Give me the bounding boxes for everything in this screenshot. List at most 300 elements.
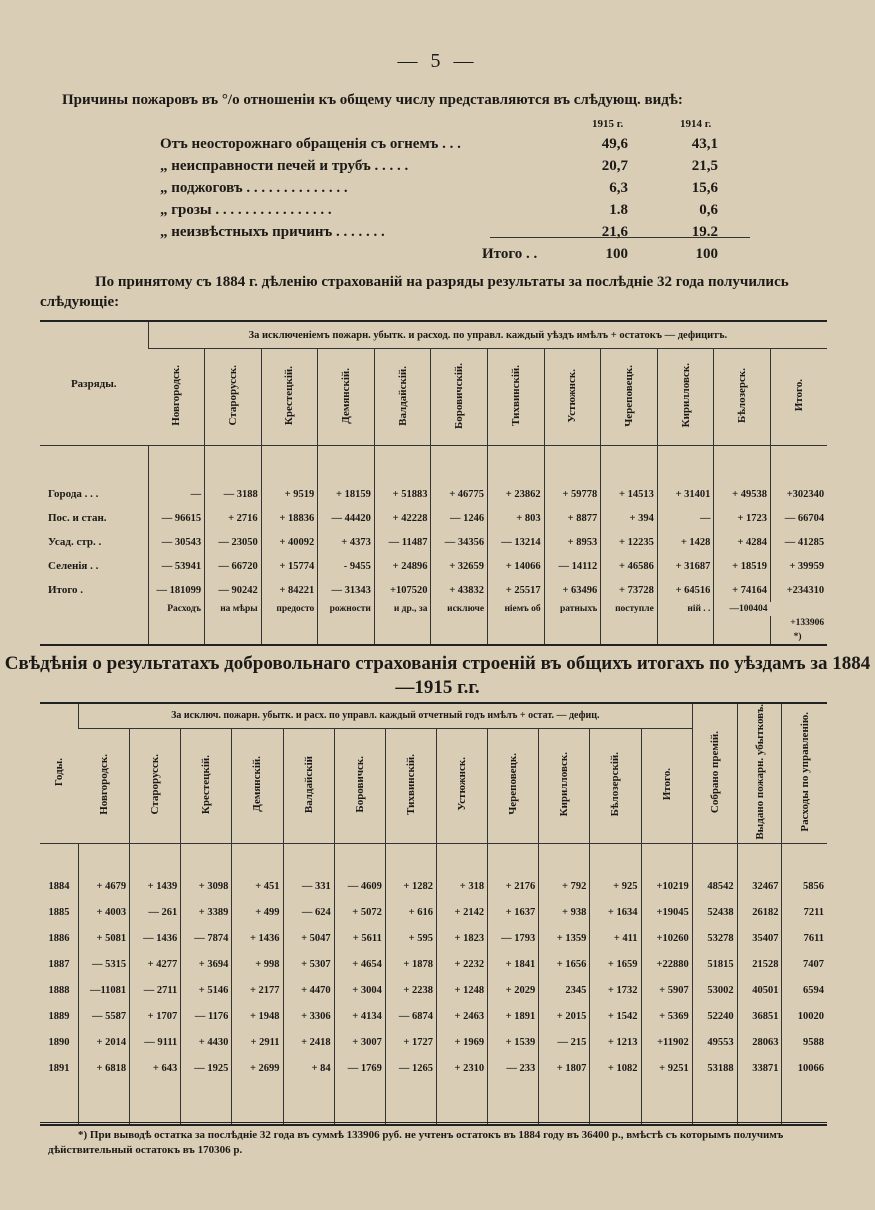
- cause-value-1915: 6,3: [609, 180, 628, 196]
- empty-cell: [261, 616, 318, 630]
- table-row: [40, 482, 827, 506]
- spacer-cell: [232, 1082, 283, 1125]
- col-admin-expenses: Расходы по управленію.: [782, 703, 827, 843]
- cause-label: „ неизвѣстныхъ причинъ . . . . . . .: [160, 224, 385, 240]
- cause-value-1914: 43,1: [691, 136, 718, 152]
- table-cell: + 1656: [539, 952, 590, 978]
- cause-label: „ неисправности печей и трубъ . . . . .: [160, 158, 409, 174]
- row-label: Селенія . .: [48, 560, 99, 572]
- column-header: Устюжнск.: [544, 349, 601, 446]
- table-cell: 28063: [737, 1030, 782, 1056]
- table-cell: - 9455: [318, 554, 375, 578]
- table-cell: — 41285: [771, 530, 828, 554]
- table2-note: За исключ. пожарн. убытк. и расх. по управл. каждый отчетный годъ имѣлъ + остат. — дефиц.: [78, 703, 692, 728]
- table-row: [40, 1030, 827, 1056]
- table-cell: —: [148, 482, 205, 506]
- spacer-cell: [431, 446, 488, 483]
- table-cell: + 616: [385, 900, 436, 926]
- table-cell: 40501: [737, 978, 782, 1004]
- table-cell: +11902: [641, 1030, 692, 1056]
- table-cell: — 2711: [130, 978, 181, 1004]
- empty-cell: [261, 630, 318, 645]
- year-cell: 1891: [48, 1063, 70, 1075]
- table-cell: — 1769: [334, 1056, 385, 1082]
- table-cell: — 53941: [148, 554, 205, 578]
- table-cell: 6594: [782, 978, 827, 1004]
- table-cell: + 1637: [488, 900, 539, 926]
- empty-cell: [601, 630, 658, 645]
- table-cell: — 34356: [431, 530, 488, 554]
- table-cell: + 2029: [488, 978, 539, 1004]
- table-row: [40, 926, 827, 952]
- table-cell: + 5369: [641, 1004, 692, 1030]
- empty-cell: [40, 602, 148, 616]
- column-header: Череповецк.: [488, 728, 539, 843]
- table-cell: +22880: [641, 952, 692, 978]
- empty-cell: [544, 616, 601, 630]
- expenses-note-row: [40, 602, 827, 616]
- table-cell: — 1793: [488, 926, 539, 952]
- table-cell: + 64516: [657, 578, 714, 602]
- years-table: [40, 702, 827, 1126]
- column-header: Демянскій.: [232, 728, 283, 843]
- empty-cell: [374, 616, 431, 630]
- table-cell: 7407: [782, 952, 827, 978]
- table-cell: + 32659: [431, 554, 488, 578]
- table-cell: + 1969: [436, 1030, 487, 1056]
- empty-cell: [657, 630, 714, 645]
- table-cell: + 1878: [385, 952, 436, 978]
- table-cell: — 233: [488, 1056, 539, 1082]
- table-cell: — 31343: [318, 578, 375, 602]
- expenses-note-cell: на мѣры: [205, 602, 262, 616]
- footnote-mark: *): [771, 630, 828, 645]
- table-cell: + 9519: [261, 482, 318, 506]
- table-row: [40, 952, 827, 978]
- cause-value-1914: 15,6: [691, 180, 718, 196]
- empty-cell: [488, 616, 545, 630]
- empty-cell: [318, 616, 375, 630]
- table-cell: — 11487: [374, 530, 431, 554]
- table-cell: + 46775: [431, 482, 488, 506]
- total-1915: 100: [605, 246, 628, 262]
- spacer-cell: [782, 843, 827, 874]
- table-cell: 2345: [539, 978, 590, 1004]
- column-header: Итого.: [641, 728, 692, 843]
- spacer-row: [40, 446, 827, 483]
- table-cell: 7611: [782, 926, 827, 952]
- table-cell: + 24896: [374, 554, 431, 578]
- year-cell: 1886: [48, 933, 70, 945]
- table-cell: 21528: [737, 952, 782, 978]
- table-cell: + 1282: [385, 874, 436, 900]
- spacer-row: [40, 843, 827, 874]
- table-cell: 7211: [782, 900, 827, 926]
- spacer-cell: [334, 1082, 385, 1125]
- table-cell: — 96615: [148, 506, 205, 530]
- column-header: Бѣлозерскій.: [590, 728, 641, 843]
- table-cell: + 1248: [436, 978, 487, 1004]
- cause-label: „ поджоговъ . . . . . . . . . . . . . .: [160, 180, 348, 196]
- row-label: Пос. и стан.: [48, 512, 107, 524]
- expenses-note-cell: и др., за: [374, 602, 431, 616]
- table-cell: + 5072: [334, 900, 385, 926]
- table-cell: + 2177: [232, 978, 283, 1004]
- spacer-cell: [544, 446, 601, 483]
- table-cell: — 181099: [148, 578, 205, 602]
- table-cell: + 803: [488, 506, 545, 530]
- causes-sum-rule: [490, 237, 750, 238]
- table-cell: + 59778: [544, 482, 601, 506]
- column-header: Кирилловск.: [657, 349, 714, 446]
- spacer-cell: [488, 1082, 539, 1125]
- table-cell: 53278: [692, 926, 737, 952]
- column-header: Боровичскій.: [431, 349, 488, 446]
- table-cell: + 5611: [334, 926, 385, 952]
- col-premiums-collected: Собрано премій.: [692, 703, 737, 843]
- table-cell: + 2463: [436, 1004, 487, 1030]
- table-row: [40, 874, 827, 900]
- cause-value-1914: 21,5: [691, 158, 718, 174]
- empty-cell: [431, 616, 488, 630]
- extra-total-row: [40, 616, 827, 630]
- table-cell: 26182: [737, 900, 782, 926]
- year-cell: 1887: [48, 959, 70, 971]
- table-cell: — 3188: [205, 482, 262, 506]
- table-cell: + 595: [385, 926, 436, 952]
- table-cell: 52240: [692, 1004, 737, 1030]
- table-cell: — 66720: [205, 554, 262, 578]
- spacer-cell: [78, 843, 129, 874]
- table-cell: + 1807: [539, 1056, 590, 1082]
- table-cell: + 451: [232, 874, 283, 900]
- table-cell: + 4654: [334, 952, 385, 978]
- table-cell: + 2310: [436, 1056, 487, 1082]
- table-cell: + 2911: [232, 1030, 283, 1056]
- table-cell: + 2014: [78, 1030, 129, 1056]
- empty-cell: [40, 630, 148, 645]
- column-header: Валдайскій.: [374, 349, 431, 446]
- table-cell: 53188: [692, 1056, 737, 1082]
- table-cell: + 1891: [488, 1004, 539, 1030]
- table-cell: + 2142: [436, 900, 487, 926]
- cause-value-1914: 0,6: [699, 202, 718, 218]
- table-row: [40, 530, 827, 554]
- table-cell: + 3306: [283, 1004, 334, 1030]
- table-cell: — 44420: [318, 506, 375, 530]
- table-cell: + 9251: [641, 1056, 692, 1082]
- table-cell: + 14066: [488, 554, 545, 578]
- table-cell: + 643: [130, 1056, 181, 1082]
- categories-table: [40, 320, 827, 646]
- table-cell: + 998: [232, 952, 283, 978]
- table-cell: + 2699: [232, 1056, 283, 1082]
- table-cell: + 4373: [318, 530, 375, 554]
- table-cell: + 318: [436, 874, 487, 900]
- empty-cell: [657, 616, 714, 630]
- table-cell: + 43832: [431, 578, 488, 602]
- table-cell: + 1082: [590, 1056, 641, 1082]
- table-cell: + 31401: [657, 482, 714, 506]
- cause-value-1914: 19.2: [691, 224, 718, 240]
- categories-paragraph: По принятому съ 1884 г. дѣленію страхованій на разряды результаты за послѣдніе 32 года получились слѣдующіе:: [40, 274, 789, 310]
- table-cell: + 1539: [488, 1030, 539, 1056]
- spacer-cell: [261, 446, 318, 483]
- table-cell: — 30543: [148, 530, 205, 554]
- table-cell: + 46586: [601, 554, 658, 578]
- table-cell: + 4679: [78, 874, 129, 900]
- year-cell: 1888: [48, 985, 70, 997]
- page-number: — 5 —: [397, 50, 478, 72]
- spacer-cell: [601, 446, 658, 483]
- table-cell: 52438: [692, 900, 737, 926]
- empty-cell: [544, 630, 601, 645]
- table-cell: 5856: [782, 874, 827, 900]
- table-cell: —: [657, 506, 714, 530]
- column-header: Бѣлозерск.: [714, 349, 771, 446]
- table-cell: + 2418: [283, 1030, 334, 1056]
- table-cell: + 5146: [181, 978, 232, 1004]
- table-row: [40, 554, 827, 578]
- spacer-cell: [181, 843, 232, 874]
- table-cell: + 4430: [181, 1030, 232, 1056]
- empty-cell: [148, 616, 205, 630]
- table-cell: — 7874: [181, 926, 232, 952]
- column-header: Старорусск.: [130, 728, 181, 843]
- table-cell: + 1634: [590, 900, 641, 926]
- spacer-cell: [782, 1082, 827, 1125]
- column-header: Новгородск.: [78, 728, 129, 843]
- table-cell: + 74164: [714, 578, 771, 602]
- extra-total-cell: +133906: [771, 616, 828, 630]
- table-cell: 9588: [782, 1030, 827, 1056]
- spacer-cell: [436, 1082, 487, 1125]
- spacer-cell: [436, 843, 487, 874]
- cause-row: [160, 224, 760, 246]
- empty-cell: [374, 630, 431, 645]
- spacer-cell: [283, 1082, 334, 1125]
- table-cell: — 23050: [205, 530, 262, 554]
- years-header: Годы.: [40, 703, 78, 843]
- table-cell: + 18159: [318, 482, 375, 506]
- table-cell: + 51883: [374, 482, 431, 506]
- table-cell: + 938: [539, 900, 590, 926]
- table-cell: + 15774: [261, 554, 318, 578]
- table-cell: + 792: [539, 874, 590, 900]
- total-1914: 100: [695, 246, 718, 262]
- table-cell: + 2176: [488, 874, 539, 900]
- table-cell: 32467: [737, 874, 782, 900]
- expenses-note-cell: Расходъ: [148, 602, 205, 616]
- spacer-cell: [737, 1082, 782, 1125]
- spacer-cell: [181, 1082, 232, 1125]
- column-header: Итого.: [771, 349, 828, 446]
- table-cell: — 9111: [130, 1030, 181, 1056]
- spacer-cell: [205, 446, 262, 483]
- table-cell: + 3098: [181, 874, 232, 900]
- table-cell: — 1246: [431, 506, 488, 530]
- table-cell: — 331: [283, 874, 334, 900]
- causes-table: [160, 118, 760, 268]
- spacer-cell: [130, 1082, 181, 1125]
- intro-text: Причины пожаровъ въ °/о отношенiи къ общему числу представляются въ слѣдующ. видѣ:: [62, 92, 683, 108]
- table-cell: +234310: [771, 578, 828, 602]
- expenses-note-cell: рожности: [318, 602, 375, 616]
- spacer-cell: [737, 843, 782, 874]
- row-label: Усад. стр. .: [48, 536, 102, 548]
- empty-cell: [431, 630, 488, 645]
- table-cell: + 3389: [181, 900, 232, 926]
- table-cell: + 6818: [78, 1056, 129, 1082]
- cause-row: [160, 136, 760, 158]
- rowhead-razryady: Разряды.: [40, 321, 148, 446]
- table-cell: + 1707: [130, 1004, 181, 1030]
- table-cell: + 40092: [261, 530, 318, 554]
- table-cell: + 3007: [334, 1030, 385, 1056]
- table-cell: + 1542: [590, 1004, 641, 1030]
- table-cell: — 1176: [181, 1004, 232, 1030]
- spacer-cell: [657, 446, 714, 483]
- empty-cell: [148, 630, 205, 645]
- table-cell: + 1439: [130, 874, 181, 900]
- spacer-cell: [590, 1082, 641, 1125]
- spacer-cell: [385, 843, 436, 874]
- table-cell: + 12235: [601, 530, 658, 554]
- table-cell: + 1436: [232, 926, 283, 952]
- table-cell: + 14513: [601, 482, 658, 506]
- spacer-cell: [692, 843, 737, 874]
- spacer-cell: [40, 843, 78, 874]
- table-cell: + 5907: [641, 978, 692, 1004]
- cause-label: Отъ неосторожнаго обращенія съ огнемъ . . .: [160, 136, 461, 152]
- table-cell: + 1732: [590, 978, 641, 1004]
- table-cell: + 5307: [283, 952, 334, 978]
- spacer-cell: [78, 1082, 129, 1125]
- table-cell: — 6874: [385, 1004, 436, 1030]
- row-label: Итого .: [48, 584, 84, 596]
- table-cell: + 18836: [261, 506, 318, 530]
- table-cell: +10260: [641, 926, 692, 952]
- table-cell: +19045: [641, 900, 692, 926]
- row-label: Города . . .: [48, 488, 99, 500]
- causes-total-row: [160, 246, 760, 268]
- table-cell: +10219: [641, 874, 692, 900]
- cause-value-1915: 49,6: [601, 136, 628, 152]
- table-cell: + 5047: [283, 926, 334, 952]
- cause-row: [160, 158, 760, 180]
- table-cell: + 4470: [283, 978, 334, 1004]
- cause-row: [160, 202, 760, 224]
- cause-label: „ грозы . . . . . . . . . . . . . . . .: [160, 202, 332, 218]
- column-header: Кирилловск.: [539, 728, 590, 843]
- spacer-cell: [40, 446, 148, 483]
- table-cell: — 90242: [205, 578, 262, 602]
- year-cell: 1889: [48, 1011, 70, 1023]
- table-cell: +302340: [771, 482, 828, 506]
- spacer-cell: [232, 843, 283, 874]
- spacer-cell: [488, 446, 545, 483]
- col-losses-paid: Выдано пожарн. убытковъ.: [737, 703, 782, 843]
- column-header: Демянскій.: [318, 349, 375, 446]
- table-cell: — 1265: [385, 1056, 436, 1082]
- table-cell: + 5081: [78, 926, 129, 952]
- table-cell: —11081: [78, 978, 129, 1004]
- table-cell: + 49538: [714, 482, 771, 506]
- table-cell: — 1925: [181, 1056, 232, 1082]
- column-header: Тихвинскій.: [488, 349, 545, 446]
- table1-note: За исключеніемъ пожарн. убытк. и расход. по управл. каждый уѣздъ имѣлъ + остатокъ — дефицитъ.: [148, 321, 827, 349]
- column-header: Тихвинскій.: [385, 728, 436, 843]
- table-row: [40, 1004, 827, 1030]
- cause-value-1915: 21,6: [601, 224, 628, 240]
- table-cell: + 3004: [334, 978, 385, 1004]
- cause-value-1915: 20,7: [601, 158, 628, 174]
- table-cell: + 3694: [181, 952, 232, 978]
- table-cell: — 624: [283, 900, 334, 926]
- empty-cell: [205, 630, 262, 645]
- table-cell: + 84221: [261, 578, 318, 602]
- table-cell: + 4284: [714, 530, 771, 554]
- table-cell: — 5315: [78, 952, 129, 978]
- table-row: [40, 978, 827, 1004]
- table-cell: + 2238: [385, 978, 436, 1004]
- column-header: Устюжнск.: [436, 728, 487, 843]
- spacer-cell: [641, 843, 692, 874]
- table-cell: + 63496: [544, 578, 601, 602]
- empty-cell: [40, 616, 148, 630]
- table-row: [40, 506, 827, 530]
- year-cell: 1884: [48, 881, 70, 893]
- total-label: Итого . .: [482, 246, 538, 262]
- spacer-cell: [334, 843, 385, 874]
- spacer-cell: [641, 1082, 692, 1125]
- expenses-note-cell: ратныхъ: [544, 602, 601, 616]
- table-cell: + 499: [232, 900, 283, 926]
- table-cell: + 18519: [714, 554, 771, 578]
- table-cell: 49553: [692, 1030, 737, 1056]
- empty-cell: [205, 616, 262, 630]
- year-cell: 1885: [48, 907, 70, 919]
- spacer-cell: [488, 843, 539, 874]
- expenses-note-cell: поступле: [601, 602, 658, 616]
- spacer-cell: [385, 1082, 436, 1125]
- column-header: Валдайскій: [283, 728, 334, 843]
- table-cell: + 25517: [488, 578, 545, 602]
- table-cell: 35407: [737, 926, 782, 952]
- table-cell: + 1948: [232, 1004, 283, 1030]
- table-cell: + 8877: [544, 506, 601, 530]
- table-cell: + 1659: [590, 952, 641, 978]
- table-cell: + 411: [590, 926, 641, 952]
- table-cell: 53002: [692, 978, 737, 1004]
- column-header: Крестецкій.: [181, 728, 232, 843]
- table-cell: 36851: [737, 1004, 782, 1030]
- spacer-cell: [130, 843, 181, 874]
- table-cell: + 1428: [657, 530, 714, 554]
- table-cell: + 2232: [436, 952, 487, 978]
- empty-cell: [318, 630, 375, 645]
- table-cell: + 84: [283, 1056, 334, 1082]
- expenses-note-cell: ній . .: [657, 602, 714, 616]
- table-cell: + 2015: [539, 1004, 590, 1030]
- table-cell: — 5587: [78, 1004, 129, 1030]
- empty-cell: [714, 616, 771, 630]
- spacer-cell: [539, 1082, 590, 1125]
- table-cell: + 925: [590, 874, 641, 900]
- table-cell: + 1213: [590, 1030, 641, 1056]
- footnote-mark-row: [40, 630, 827, 645]
- table-cell: + 31687: [657, 554, 714, 578]
